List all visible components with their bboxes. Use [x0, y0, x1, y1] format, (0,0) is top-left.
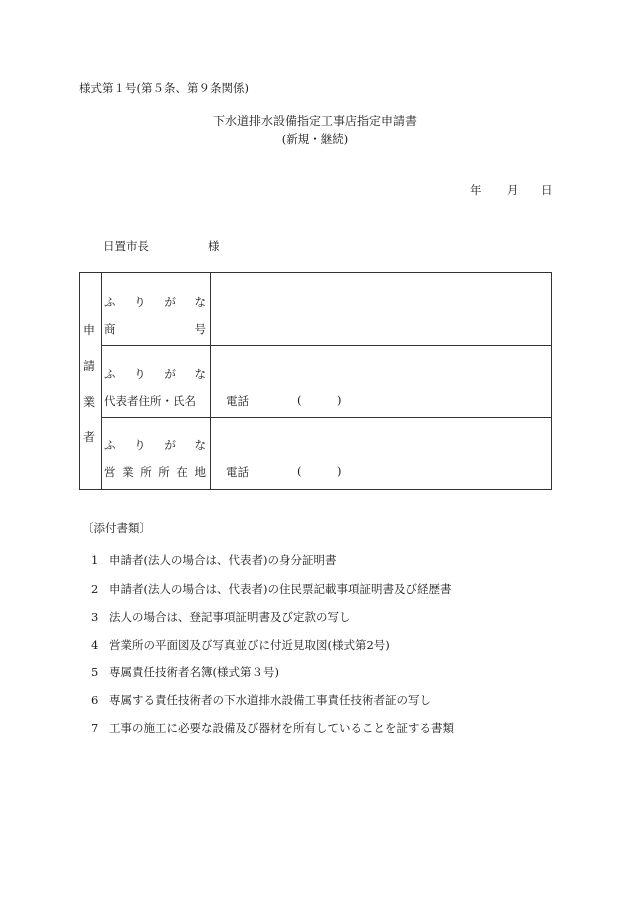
document-subtitle: (新規・継続) [281, 132, 349, 146]
side-label-char: 者 [82, 430, 95, 444]
furigana-label: ふ り が な [104, 367, 206, 381]
furigana-label: ふ り が な [104, 295, 206, 309]
date-year-label: 年 [470, 183, 482, 197]
attachments-heading: 〔添付書類〕 [82, 521, 151, 535]
attachment-item: 6 専属する責任技術者の下水道排水設備工事責任技術者証の写し [91, 693, 431, 707]
side-label-char: 申 [82, 323, 95, 337]
phone-paren-open: ( [297, 464, 302, 478]
table-divider [101, 345, 551, 346]
addressee: 日置市長 [103, 239, 149, 253]
form-number: 様式第１号(第５条、第９条関係) [79, 81, 249, 95]
trade-name-label: 商 号 [104, 322, 206, 336]
side-label-char: 業 [82, 395, 95, 409]
attachment-item: 7 工事の施工に必要な設備及び器材を所有していることを証する書類 [91, 721, 454, 735]
phone-paren-open: ( [297, 393, 302, 407]
phone-paren-close: ) [337, 464, 342, 478]
phone-paren-close: ) [337, 393, 342, 407]
attachment-item: 1 申請者(法人の場合は、代表者)の身分証明書 [91, 553, 337, 567]
attachment-item: 3 法人の場合は、登記事項証明書及び定款の写し [91, 610, 351, 624]
honorific: 様 [208, 239, 220, 253]
furigana-label: ふ り が な [104, 438, 206, 452]
applicant-table [79, 272, 552, 490]
representative-label: 代表者住所・氏名 [104, 394, 196, 408]
phone-label: 電話 [226, 465, 249, 479]
office-location-label: 営 業 所 所 在 地 [104, 465, 206, 479]
date-month-label: 月 [507, 183, 519, 197]
table-divider [101, 273, 102, 489]
table-divider [101, 417, 551, 418]
table-divider [210, 273, 211, 489]
document-title: 下水道排水設備指定工事店指定申請書 [212, 114, 417, 128]
attachment-item: 5 専属責任技術者名簿(様式第３号) [91, 665, 279, 679]
attachment-item: 4 営業所の平面図及び写真並びに付近見取図(様式第2号) [91, 638, 390, 652]
phone-label: 電話 [226, 394, 249, 408]
date-day-label: 日 [541, 183, 553, 197]
side-label-char: 請 [82, 359, 95, 373]
attachment-item: 2 申請者(法人の場合は、代表者)の住民票記載事項証明書及び経歴書 [91, 582, 452, 596]
